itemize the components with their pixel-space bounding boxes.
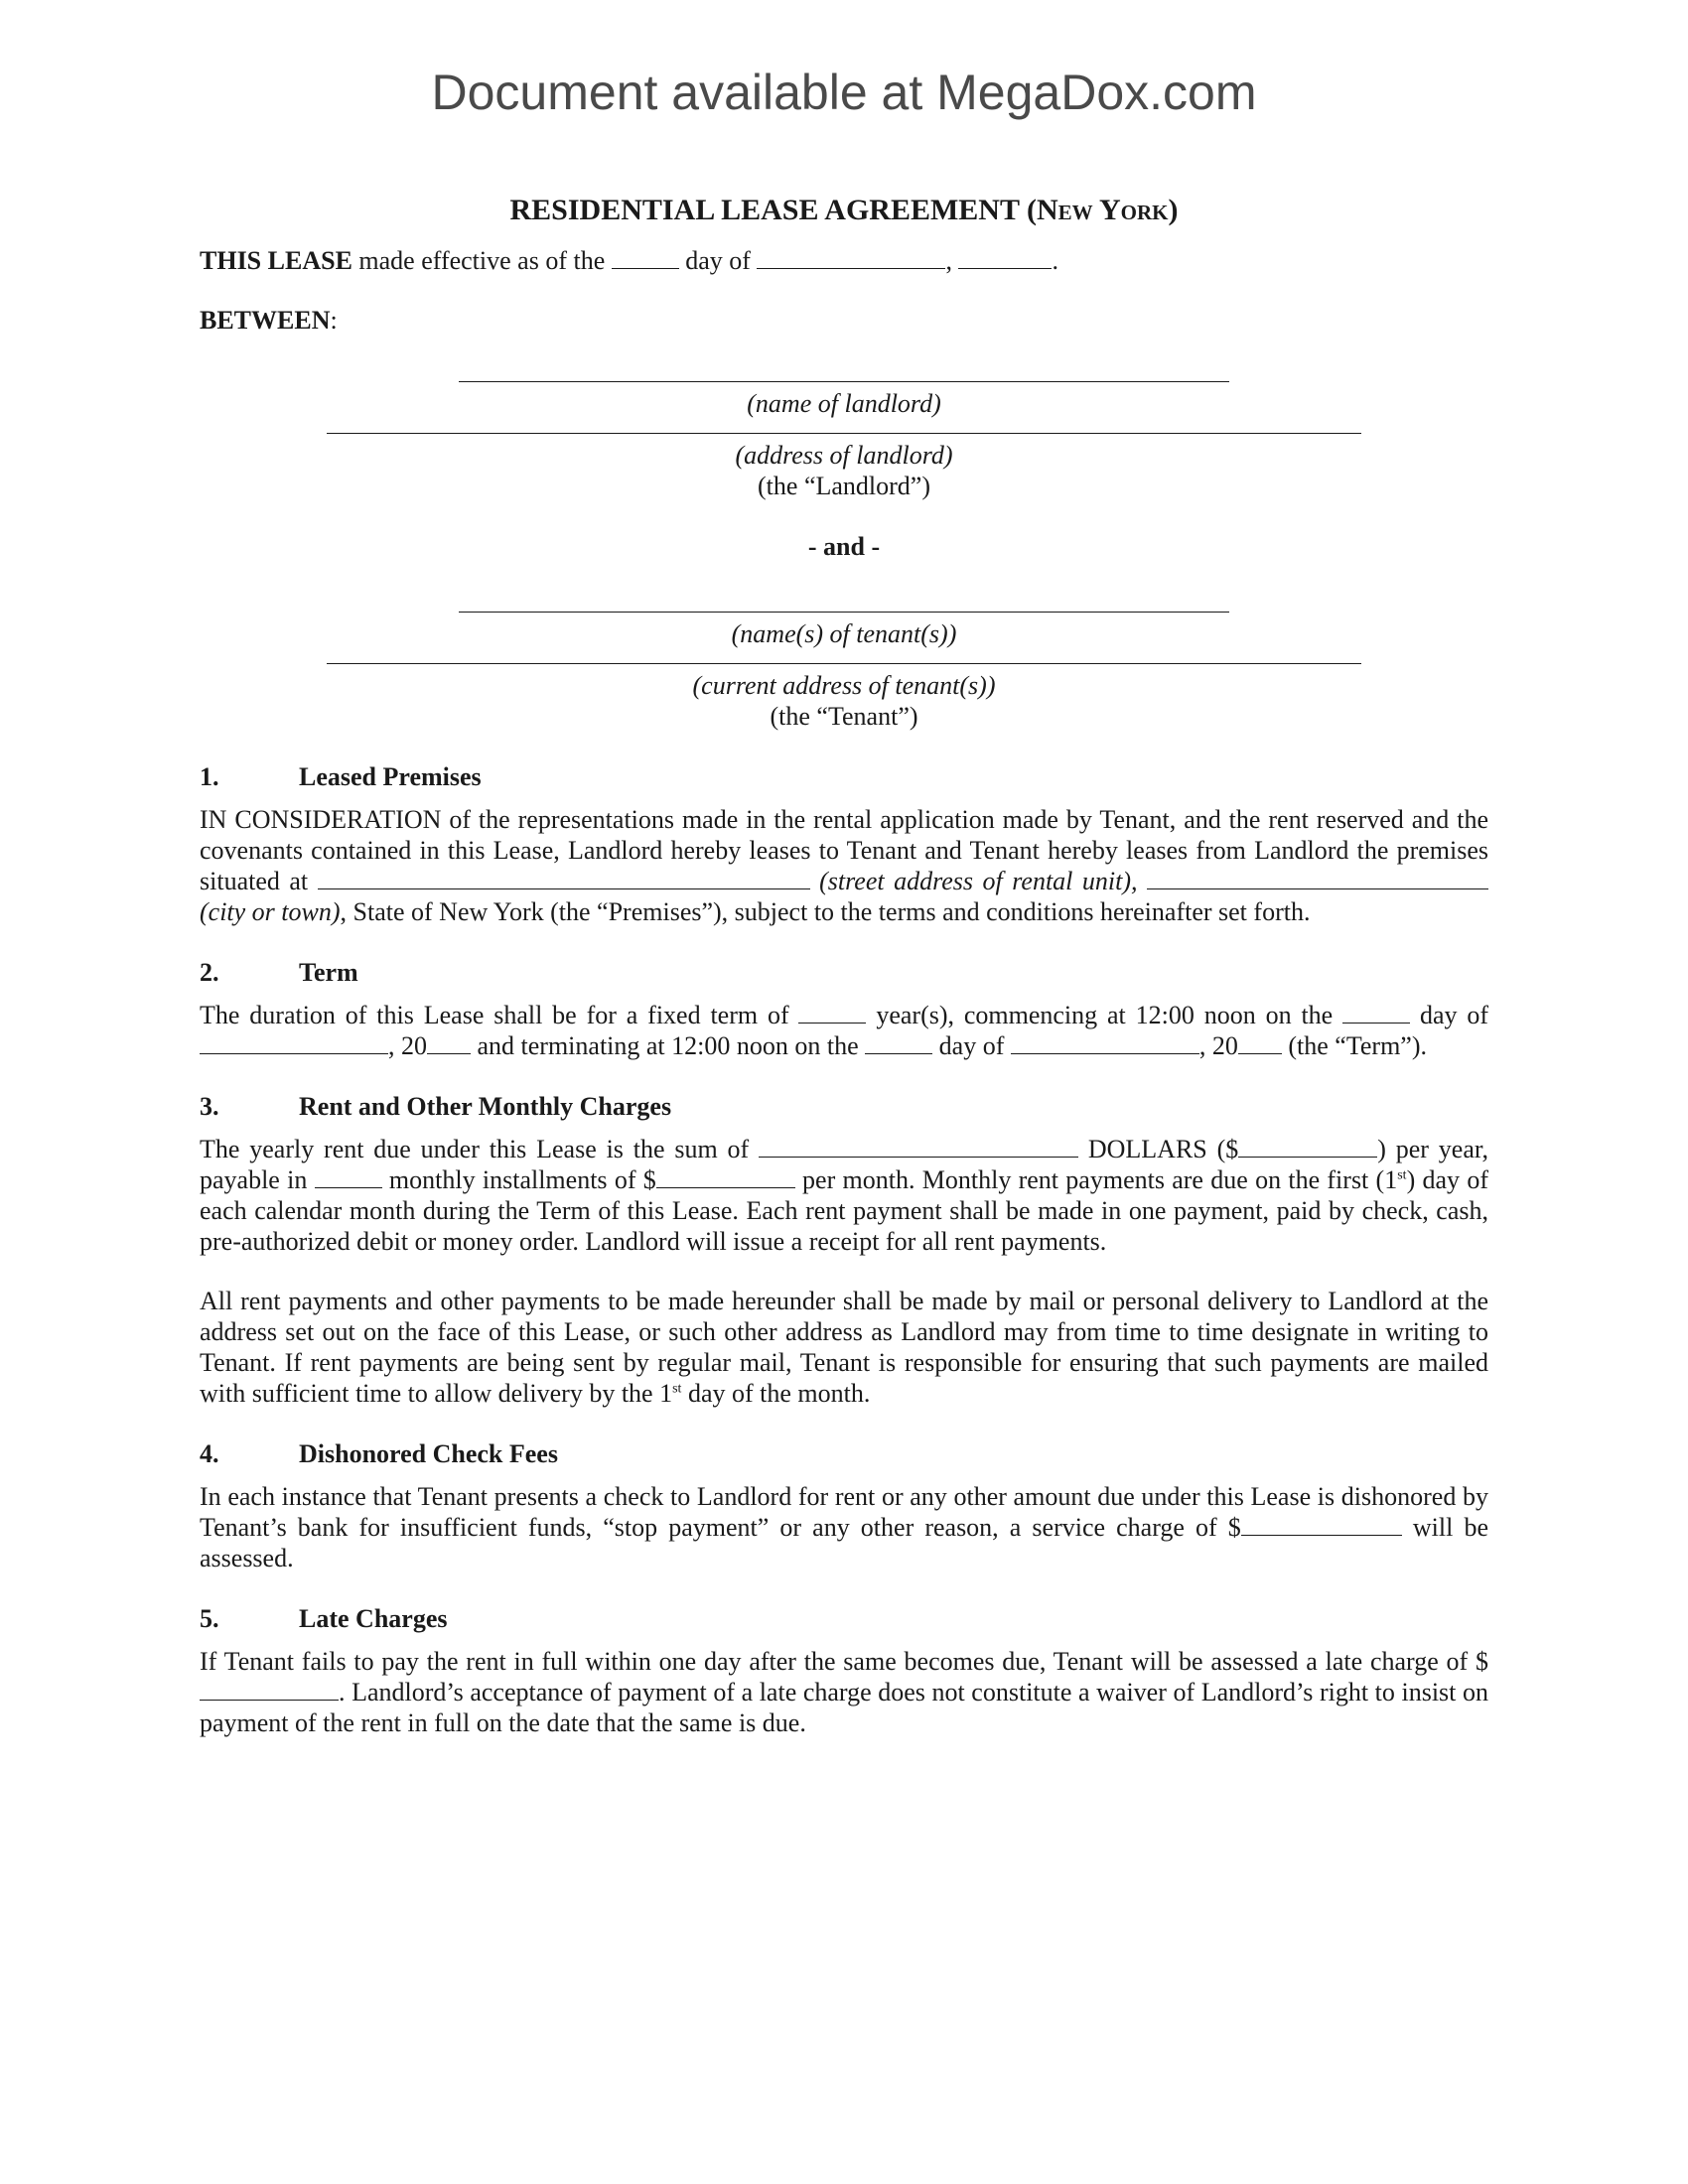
body-text: ) day of each calendar month during the Term of this Lease. Each rent payment shall be made in one payment, paid by check, cash, pre-authorized debit or money order. Landlord will issue a receipt for all rent payments. [200, 1165, 1488, 1256]
installments-count-blank[interactable] [315, 1165, 382, 1188]
between-heading [200, 305, 1488, 336]
body-text: . Landlord’s acceptance of payment of a late charge does not constitute a waiver of Landlord’s right to insist on payment of the rent in full on the date that the same is due. [200, 1678, 1488, 1737]
body-text: day of [932, 1031, 1011, 1060]
service-charge-blank[interactable] [1241, 1513, 1402, 1536]
intro-text: , [945, 246, 959, 275]
section-number: 5. [200, 1604, 219, 1633]
body-text: The yearly rent due under this Lease is the sum of [200, 1135, 760, 1163]
section-title: Leased Premises [299, 762, 482, 791]
section-heading-leased-premises [200, 761, 1488, 792]
tenant-address-label: (current address of tenant(s)) [692, 671, 996, 700]
street-address-blank[interactable] [318, 867, 810, 889]
tenant-address-line[interactable] [327, 663, 1361, 664]
body-text: (the “Term”). [1281, 1031, 1428, 1060]
body-text: ) per year, payable in [200, 1135, 1488, 1194]
city-blank[interactable] [1147, 867, 1488, 889]
ordinal-superscript: st [1397, 1167, 1407, 1183]
body-text: If Tenant fails to pay the rent in full within one day after the same becomes due, Tenant will be assessed a late charge of $ [200, 1647, 1488, 1676]
rent-delivery-paragraph [200, 1286, 1488, 1409]
tenant-name-line[interactable] [459, 612, 1229, 613]
section-number: 4. [200, 1439, 219, 1468]
yearly-rent-words-blank[interactable] [759, 1135, 1078, 1158]
term-years-blank[interactable] [798, 1001, 866, 1024]
section-title: Rent and Other Monthly Charges [299, 1092, 672, 1121]
body-text: and terminating at 12:00 noon on the [471, 1031, 866, 1060]
section-title: Late Charges [299, 1604, 448, 1633]
rent-paragraph [200, 1134, 1488, 1257]
title-state: (New York) [1026, 194, 1179, 226]
body-text: , State of New York (the “Premises”), subject to the terms and conditions hereinafter set forth. [340, 897, 1311, 926]
body-text: All rent payments and other payments to be made hereunder shall be made by mail or personal delivery to Landlord at the address set out on the face of this Lease, or such other address as Landlord may from time to time designate in writing to Tenant. If rent payments are being sent by regular mail, Tenant is responsible for ensuring that such payments are mailed with sufficient time to allow delivery by the 1 [200, 1287, 1488, 1408]
landlord-address-line[interactable] [327, 433, 1361, 434]
body-text [1138, 867, 1148, 895]
end-month-blank[interactable] [1011, 1031, 1199, 1054]
title-main: RESIDENTIAL LEASE AGREEMENT [509, 194, 1020, 226]
landlord-name-line[interactable] [459, 381, 1229, 382]
end-year-blank[interactable] [1238, 1031, 1282, 1054]
body-text: year(s), commencing at 12:00 noon on the [866, 1001, 1343, 1029]
section-heading-dishonored-check [200, 1438, 1488, 1469]
start-day-blank[interactable] [1342, 1001, 1410, 1024]
document-title [200, 195, 1488, 225]
tenant-name-label: (name(s) of tenant(s)) [731, 619, 957, 648]
and-separator: - and - [807, 532, 881, 561]
body-text: , 20 [1198, 1031, 1238, 1060]
start-year-blank[interactable] [427, 1031, 471, 1054]
section-title: Dishonored Check Fees [299, 1439, 558, 1468]
landlord-definition: (the “Landlord”) [758, 472, 930, 500]
street-address-label: (street address of rental unit), [819, 867, 1138, 895]
body-text: monthly installments of $ [381, 1165, 656, 1194]
between-label: BETWEEN [200, 306, 331, 335]
term-paragraph [200, 1000, 1488, 1061]
section-heading-term [200, 957, 1488, 988]
effective-day-blank[interactable] [612, 246, 679, 269]
body-text: IN CONSIDERATION of the representations made in the rental application made by Tenant, and the rent reserved and the covenants contained in this Lease, Landlord hereby leases to Tenant and Tenant hereby leases from Landlord the premises situated at [200, 805, 1488, 895]
ordinal-superscript: st [672, 1381, 682, 1397]
landlord-address-label: (address of landlord) [735, 441, 953, 470]
intro-text: day of [678, 246, 758, 275]
section-number: 1. [200, 762, 219, 791]
landlord-name-label: (name of landlord) [747, 389, 941, 418]
city-label: (city or town) [200, 897, 341, 926]
section-heading-rent [200, 1091, 1488, 1122]
intro-text: made effective as of the [352, 246, 612, 275]
section-number: 2. [200, 958, 219, 987]
tenant-definition: (the “Tenant”) [770, 702, 918, 731]
watermark-banner: Document available at MegaDox.com [431, 65, 1257, 120]
body-text: The duration of this Lease shall be for a fixed term of [200, 1001, 799, 1029]
late-charges-paragraph [200, 1646, 1488, 1738]
body-text: day of the month. [681, 1379, 871, 1408]
leased-premises-paragraph [200, 804, 1488, 927]
late-charge-blank[interactable] [200, 1678, 339, 1701]
dishonored-check-paragraph [200, 1481, 1488, 1573]
section-heading-late-charges [200, 1603, 1488, 1634]
landlord-block [200, 381, 1488, 562]
intro-paragraph [200, 245, 1488, 276]
intro-lead: THIS LEASE [200, 246, 352, 275]
body-text: will be assessed. [200, 1513, 1488, 1572]
lease-document [200, 195, 1488, 1738]
yearly-rent-amount-blank[interactable] [1238, 1135, 1377, 1158]
body-text: , 20 [388, 1031, 427, 1060]
body-text: DOLLARS ($ [1078, 1135, 1239, 1163]
monthly-amount-blank[interactable] [656, 1165, 795, 1188]
start-month-blank[interactable] [200, 1031, 388, 1054]
effective-year-blank[interactable] [958, 246, 1052, 269]
section-number: 3. [200, 1092, 219, 1121]
between-colon: : [330, 306, 338, 335]
body-text: day of [1410, 1001, 1488, 1029]
end-day-blank[interactable] [865, 1031, 932, 1054]
body-text: per month. Monthly rent payments are due on the first (1 [794, 1165, 1398, 1194]
section-title: Term [299, 958, 358, 987]
intro-text: . [1052, 246, 1058, 275]
effective-month-blank[interactable] [757, 246, 945, 269]
tenant-block [200, 612, 1488, 732]
body-text: In each instance that Tenant presents a check to Landlord for rent or any other amount due under this Lease is dishonored by Tenant’s bank for insufficient funds, “stop payment” or any other reason, a service charge of $ [200, 1482, 1488, 1542]
